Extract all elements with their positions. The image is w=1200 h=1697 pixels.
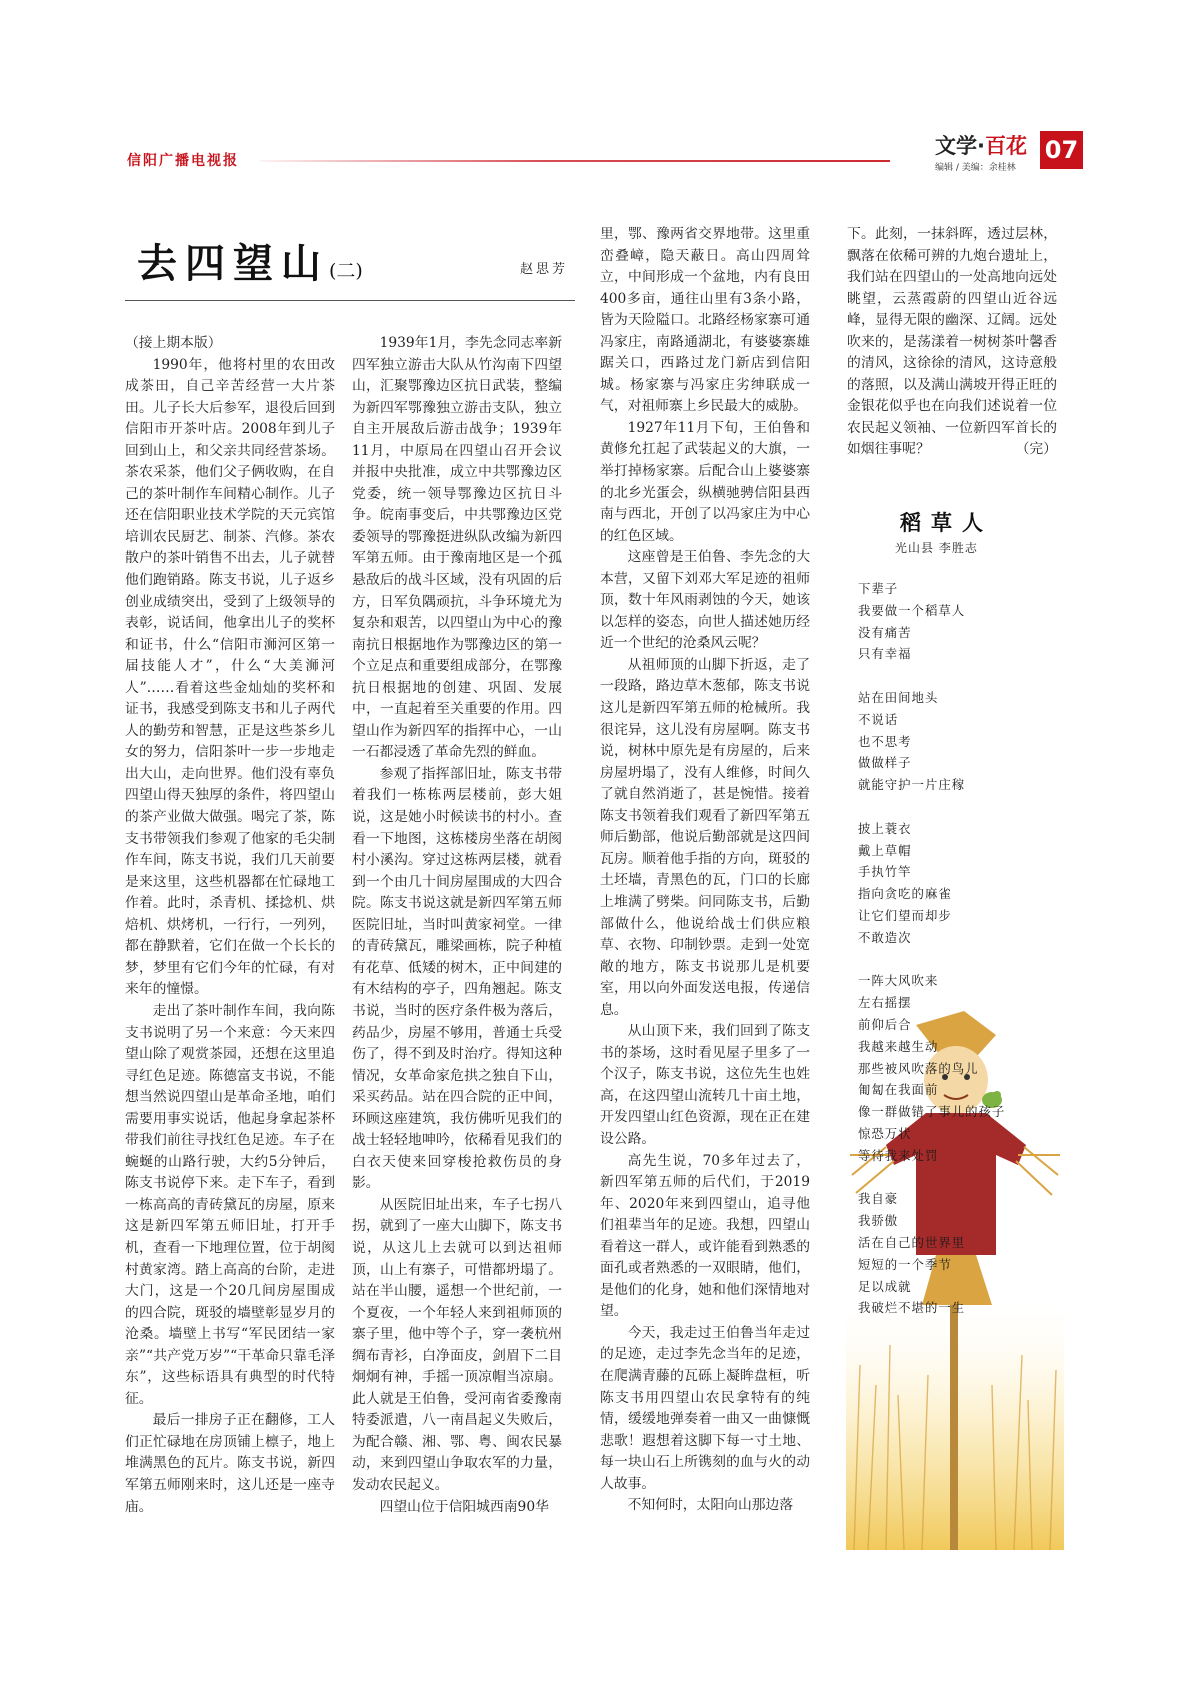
poem-line: 站在田间地头: [858, 689, 939, 705]
article-column-2: [352, 333, 562, 1518]
section-accent: 百花: [984, 134, 1027, 158]
poem-stanza: [858, 687, 1098, 796]
page-number: 07: [1040, 131, 1083, 169]
poem-line: 短短的一个季节: [858, 1256, 952, 1272]
poem-stanza: [858, 578, 1098, 665]
poem-line: 没有痛苦: [858, 624, 912, 640]
article-title: [137, 232, 363, 289]
poem-line: 活在自己的世界里: [858, 1234, 966, 1250]
paragraph: 里，鄂、豫两省交界地带。这里重峦叠嶂，隐天蔽日。高山四周耸立，中间形成一个盆地，内有良田400多亩，通往山里有3条小路，皆为天险隘口。北路经杨家寨可通冯家庄，南路通湖北，有婆婆寨雄踞关口，西路过龙门新店到信阳城。杨家寨与冯家庄劣绅联成一气，对祖师寨上乡民最大的威胁。: [600, 226, 810, 415]
paragraph: 从医院旧址出来，车子七拐八拐，就到了一座大山脚下，陈支书说，从这儿上去就可以到达祖师顶，山上有寨子，可惜都坍塌了。站在半山腰，遥想一个世纪前，一个夏夜，一个年轻人来到祖师顶的寨子里，他中等个子，穿一袭杭州绸布青衫，白净面皮，剑眉下二目炯炯有神，手摇一顶凉帽当凉扇。此人就是王伯鲁，受河南省委豫南特委派遣，八一南昌起义失败后，为配合赣、湘、鄂、粤、闽农民暴动，来到四望山争取农军的力量，发动农民起义。: [352, 1196, 562, 1493]
poem-line: 指向贪吃的麻雀: [858, 886, 952, 902]
poem-title: 稻草人: [900, 510, 993, 535]
article-title-part: (二): [329, 260, 363, 282]
paragraph: [847, 224, 1057, 461]
paragraph: 1990年，他将村里的农田改成茶田，自己辛苦经营一大片茶田。儿子长大后参军，退役后回到信阳市开茶叶店。2008年到儿子回到山上，和父亲共同经营茶场。茶农采茶，他们父子俩收购，在自己的茶叶制作车间精心制作。儿子还在信阳职业技术学院的天元宾馆培训农民厨艺、制茶、汽修。茶农散户的茶叶销售不出去，儿子就替他们跑销路。陈支书说，儿子返乡创业成绩突出，受到了上级领导的表彰，说话间，他拿出儿子的奖杯和证书，什么“信阳市浉河区第一届技能人才”，什么“大美浉河人”……看着这些金灿灿的奖杯和证书，我感受到陈支书和儿子两代人的勤劳和智慧，正是这些茶乡儿女的努力，信阳茶叶一步一步地走出大山，走向世界。他们没有辜负四望山得天独厚的条件，将四望山的茶产业做大做强。喝完了茶，陈支书带领我们参观了他家的毛尖制作车间，陈支书说，我们几天前要是来这里，这些机器都在忙碌地工作着。此时，杀青机、揉捻机、烘焙机、烘烤机，一行行，一列列，都在静默着，它们在做一个长长的梦，梦里有它们今年的忙碌，有对来年的憧憬。: [125, 356, 335, 998]
article-column-4: [847, 224, 1057, 461]
poem-line: 我骄傲: [858, 1213, 899, 1229]
poem-stanza: [858, 1188, 1098, 1319]
closing-paragraph-text: 下。此刻，一抹斜晖，透过层林，飘落在依稀可辨的九炮台遗址上，我们站在四望山的一处高地向远处眺望，云蒸霞蔚的四望山近谷远峰，显得无限的幽深、辽阔。远处吹来的，是荡漾着一树树茶叶馨香的清风，这徐徐的清风，这诗意般的落照，以及满山满坡开得正旺的金银花似乎也在向我们述说着一位农民起义领袖、一位新四军首长的如烟往事呢？: [847, 226, 1057, 458]
article-column-1: [125, 333, 335, 1518]
masthead: 信阳广播电视报: [127, 153, 239, 169]
poem-line: 惊恐万状: [858, 1125, 912, 1141]
section-title: [935, 130, 1027, 160]
poem-line: 匍匐在我面前: [858, 1082, 939, 1098]
paragraph: 高先生说，70多年过去了，新四军第五师的后代们，于2019年、2020年来到四望山，追寻他们祖辈当年的足迹。我想，四望山看着这一群人，或许能看到熟悉的面孔或者熟悉的一双眼睛，他们，是他们的化身，她和他们深情地对望。: [600, 1152, 810, 1320]
poem-line: 左右摇摆: [858, 995, 912, 1011]
paragraph: 从祖师顶的山脚下折返，走了一段路，路边草木葱郁，陈支书说这儿是新四军第五师的枪械所。我很诧异，这儿没有房屋啊。陈支书说，树林中原先是有房屋的，后来房屋坍塌了，没有人维修，时间久了就自然消逝了，甚是惋惜。接着陈支书领着我们观看了新四军第五师后勤部，他说后勤部就是这四间瓦房。顺着他手指的方向，斑驳的土坯墙，青黑色的瓦，门口的长廊上堆满了劈柴。问同陈支书，后勤部做什么，他说给战士们供应粮草、衣物、印制钞票。走到一处宽敞的地方，陈支书说那儿是机要室，用以向外面发送电报，传递信息。: [600, 656, 810, 1018]
poem-line: 那些被风吹落的鸟儿: [858, 1060, 979, 1076]
paragraph: 1939年1月，李先念同志率新四军独立游击大队从竹沟南下四望山，汇聚鄂豫边区抗日武装，整编为新四军鄂豫独立游击支队，独立自主开展敌后游击战争；1939年11月，中原局在四望山召开会议并报中央批准，成立中共鄂豫边区党委，统一领导鄂豫边区抗日斗争。皖南事变后，中共鄂豫边区党委领导的鄂豫挺进纵队改编为新四军第五师。由于豫南地区是一个孤悬敌后的战斗区域，没有巩固的后方，日军负隅顽抗，斗争环境尤为复杂和艰苦，以四望山为中心的豫南抗日根据地作为鄂豫边区的第一个立足点和重要组成部分，在鄂豫抗日根据地的创建、巩固、发展中，一直起着至关重要的作用。四望山作为新四军的指挥中心，一山一石都浸透了革命先烈的鲜血。: [352, 335, 562, 761]
paragraph: 最后一排房子正在翻修，工人们正忙碌地在房顶铺上檩子，地上堆满黑色的瓦片。陈支书说，新四军第五师刚来时，这儿还是一座寺庙。: [125, 1412, 335, 1515]
poem-line: 披上蓑衣: [858, 820, 912, 836]
poem-body: [858, 578, 1098, 1341]
poem-line: 我要做一个稻草人: [858, 602, 966, 618]
poem-line: 我越来越生动: [858, 1038, 939, 1054]
poem-line: 做做样子: [858, 755, 912, 771]
poem-line: 等待我来处罚: [858, 1147, 939, 1163]
editor-credit: 编辑 / 美编：余桂林: [935, 163, 1016, 173]
poem-author: 光山县 李胜志: [895, 541, 978, 555]
paragraph: 四望山位于信阳城西南90华: [379, 1498, 549, 1515]
article-column-3: [600, 224, 810, 1517]
paragraph: 1927年11月下旬，王伯鲁和黄修允扛起了武装起义的大旗，一举打掉杨家寨。后配合山上婆婆寨的北乡光蛋会，纵横驰骋信阳县西南与西北，开创了以冯家庄为中心的红色区域。: [600, 419, 810, 544]
continuation-note: （接上期本版）: [125, 335, 222, 351]
poem-line: 前仰后合: [858, 1016, 912, 1032]
poem-line: 不敢造次: [858, 929, 912, 945]
paragraph: 走出了茶叶制作车间，我向陈支书说明了另一个来意：今天来四望山除了观赏茶园，还想在这里追寻红色足迹。陈德富支书说，不能想当然说四望山是革命圣地，咱们需要用事实说话，他起身拿起茶杯带我们前往寻找红色足迹。车子在蜿蜒的山路行驶，大约5分钟后，陈支书说停下来。走下车子，看到一栋高高的青砖黛瓦的房屋，原来这是新四军第五师旧址，打开手机，查看一下地理位置，位于胡阂村黄家湾。踏上高高的台阶，走进大门，这是一个20几间房屋围成的四合院，斑驳的墙壁彰显岁月的沧桑。墙壁上书写“军民团结一家亲”“共产党万岁”“干革命只靠毛泽东”，这些标语具有典型的时代特征。: [125, 1002, 335, 1407]
article-author: 赵思芳: [520, 262, 569, 277]
poem-line: 就能守护一片庄稼: [858, 777, 966, 793]
poem-line: 我破烂不堪的一生: [858, 1300, 966, 1316]
end-mark: （完）: [1015, 441, 1057, 458]
poem-line: 足以成就: [858, 1278, 912, 1294]
section-prefix: 文学·: [935, 134, 985, 158]
poem-line: 一阵大风吹来: [858, 973, 939, 989]
poem-line: 让它们望而却步: [858, 907, 952, 923]
title-divider: [125, 300, 575, 301]
poem-line: 也不思考: [858, 733, 912, 749]
poem-line: 下辈子: [858, 581, 899, 596]
header-rule: [260, 160, 890, 162]
paragraph: 这座曾是王伯鲁、李先念的大本营，又留下刘邓大军足迹的祖师顶，数十年风雨剥蚀的今天，她该以怎样的姿态，向世人描述她历经近一个世纪的沧桑风云呢？: [600, 549, 810, 652]
poem-line: 戴上草帽: [858, 842, 912, 858]
poem-line: 像一群做错了事儿的孩子: [858, 1104, 1006, 1120]
article-title-main: 去四望山: [137, 240, 329, 287]
poem-line: 只有幸福: [858, 646, 912, 662]
poem-line: 不说话: [858, 711, 899, 727]
paragraph: 从山顶下来，我们回到了陈支书的茶场，这时看见屋子里多了一个汉子，陈支书说，这位先生也姓高，在这四望山流转几十亩土地，开发四望山红色资源，现在正在建设公路。: [600, 1023, 810, 1147]
poem-stanza: [858, 970, 1098, 1166]
paragraph: 今天，我走过王伯鲁当年走过的足迹，走过李先念当年的足迹，在爬满青藤的瓦砾上凝眸盘桓，听陈支书用四望山农民拿特有的纯情，缓缓地弹奏着一曲又一曲慷慨悲歌！遐想着这脚下每一寸土地、每一块山石上所镌刻的血与火的动人故事。: [600, 1324, 810, 1492]
paragraph: 不知何时，太阳向山那边落: [627, 1497, 794, 1514]
poem-line: 手执竹竿: [858, 864, 912, 880]
poem-line: 我自豪: [858, 1191, 899, 1207]
poem-stanza: [858, 818, 1098, 949]
paragraph: 参观了指挥部旧址，陈支书带着我们一栋栋两层楼前，彭大姐说，这是她小时候读书的村小。查看一下地图，这栋楼房坐落在胡阂村小溪沟。穿过这栋两层楼，就看到一个由几十间房屋围成的大四合院。陈支书说这就是新四军第五师医院旧址，当时叫黄家祠堂。一律的青砖黛瓦，雕梁画栋，院子种植有花草、低矮的树木，正中间建的有木结构的亭子，四角翘起。陈支书说，当时的医疗条件极为落后，药品少，房屋不够用，普通士兵受伤了，得不到及时治疗。得知这种情况，女革命家危拱之独自下山，采买药品。站在四合院的正中间，环顾这座建筑，我仿佛听见我们的战士轻轻地呻吟，依稀看见我们的白衣天使来回穿梭抢救伤员的身影。: [352, 765, 562, 1192]
